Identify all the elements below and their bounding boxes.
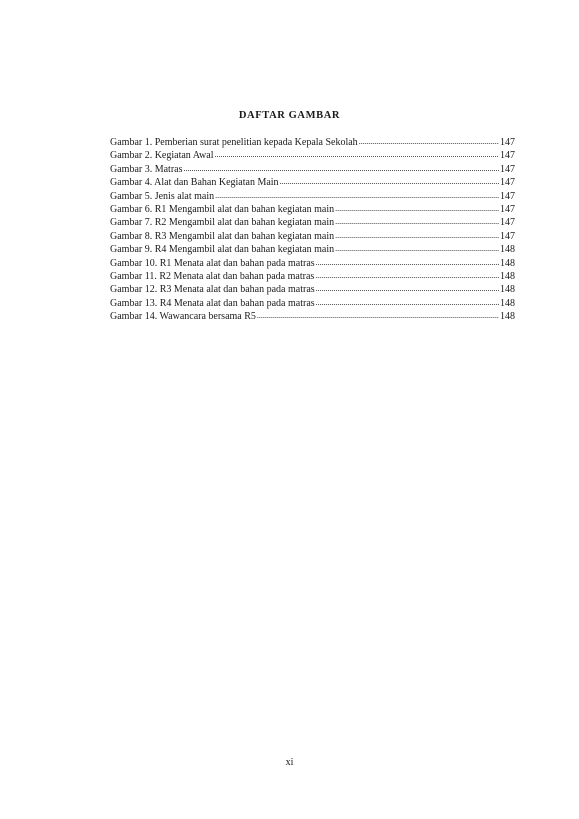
figure-page-number: 147 bbox=[500, 150, 515, 162]
dot-leader bbox=[280, 175, 499, 188]
figure-list bbox=[110, 136, 515, 323]
dot-leader bbox=[359, 135, 499, 148]
figure-caption: Gambar 14. Wawancara bersama R5 bbox=[110, 311, 256, 323]
dot-leader bbox=[257, 309, 499, 322]
dot-leader bbox=[215, 189, 499, 202]
figure-page-number: 147 bbox=[500, 230, 515, 242]
dot-leader bbox=[335, 242, 499, 255]
figure-list-item bbox=[110, 216, 515, 229]
figure-caption: Gambar 11. R2 Menata alat dan bahan pada matras bbox=[110, 270, 315, 282]
dot-leader bbox=[316, 296, 499, 309]
figure-list-item bbox=[110, 270, 515, 283]
figure-list-item bbox=[110, 176, 515, 189]
figure-list-item bbox=[110, 149, 515, 162]
figure-page-number: 148 bbox=[500, 311, 515, 323]
figure-list-item bbox=[110, 203, 515, 216]
page-title: DAFTAR GAMBAR bbox=[238, 110, 341, 121]
dot-leader bbox=[316, 282, 499, 295]
dot-leader bbox=[316, 256, 499, 269]
figure-caption: Gambar 6. R1 Mengambil alat dan bahan kegiatan main bbox=[110, 203, 335, 215]
figure-list-item bbox=[110, 257, 515, 270]
dot-leader bbox=[335, 215, 499, 228]
figure-caption: Gambar 3. Matras bbox=[110, 163, 183, 175]
figure-list-item bbox=[110, 243, 515, 256]
dot-leader bbox=[315, 269, 499, 282]
figure-caption: Gambar 13. R4 Menata alat dan bahan pada matras bbox=[110, 297, 315, 309]
figure-page-number: 148 bbox=[500, 257, 515, 269]
figure-caption: Gambar 7. R2 Mengambil alat dan bahan kegiatan main bbox=[110, 217, 335, 229]
figure-caption: Gambar 4. Alat dan Bahan Kegiatan Main bbox=[110, 177, 279, 189]
figure-page-number: 148 bbox=[500, 284, 515, 296]
figure-page-number: 148 bbox=[500, 297, 515, 309]
figure-caption: Gambar 9. R4 Mengambil alat dan bahan kegiatan main bbox=[110, 244, 335, 256]
figure-page-number: 147 bbox=[500, 217, 515, 229]
figure-list-item bbox=[110, 297, 515, 310]
dot-leader bbox=[215, 148, 500, 161]
figure-list-item bbox=[110, 136, 515, 149]
figure-page-number: 147 bbox=[500, 203, 515, 215]
figure-page-number: 147 bbox=[500, 190, 515, 202]
figure-list-item bbox=[110, 310, 515, 323]
figure-caption: Gambar 5. Jenis alat main bbox=[110, 190, 215, 202]
figure-caption: Gambar 10. R1 Menata alat dan bahan pada matras bbox=[110, 257, 315, 269]
dot-leader bbox=[335, 202, 499, 215]
figure-page-number: 148 bbox=[500, 270, 515, 282]
figure-list-item bbox=[110, 283, 515, 296]
figure-page-number: 147 bbox=[500, 163, 515, 175]
figure-list-item bbox=[110, 230, 515, 243]
dot-leader bbox=[183, 162, 499, 175]
figure-page-number: 147 bbox=[500, 137, 515, 148]
figure-page-number: 148 bbox=[500, 244, 515, 256]
figure-list-item bbox=[110, 163, 515, 176]
figure-list-item bbox=[110, 190, 515, 203]
page-number: xi bbox=[285, 757, 294, 768]
figure-caption: Gambar 12. R3 Menata alat dan bahan pada matras bbox=[110, 284, 315, 296]
figure-caption: Gambar 8. R3 Mengambil alat dan bahan kegiatan main bbox=[110, 230, 335, 242]
figure-caption: Gambar 2. Kegiatan Awal bbox=[110, 150, 214, 162]
figure-page-number: 147 bbox=[500, 177, 515, 189]
figure-caption: Gambar 1. Pemberian surat penelitian kepada Kepala Sekolah bbox=[110, 137, 358, 148]
dot-leader bbox=[335, 229, 499, 242]
